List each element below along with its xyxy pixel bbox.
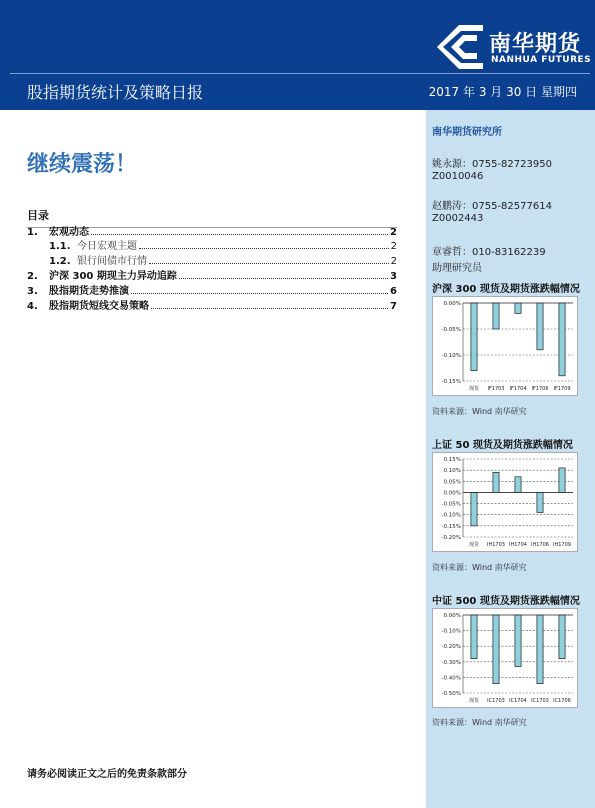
toc-item[interactable]: [27, 269, 397, 282]
toc-item[interactable]: [27, 254, 397, 267]
toc-item-page: 6: [390, 286, 397, 297]
toc-dot-leader: [131, 293, 388, 294]
y-tick-label: -0.05%: [441, 327, 461, 333]
x-tick-label: IF1706: [531, 386, 549, 392]
toc-item-page: 3: [390, 271, 397, 282]
chart-bar: [493, 303, 499, 329]
chart-bar: [559, 615, 565, 659]
chart-bar: [559, 303, 565, 376]
toc-item-number: 1.1.: [49, 241, 71, 252]
toc-item-page: 7: [390, 301, 397, 312]
toc-item-number: 1.2.: [49, 256, 71, 267]
toc-item[interactable]: [27, 299, 397, 312]
y-tick-label: 0.10%: [443, 468, 461, 475]
x-tick-label: IH1703: [487, 542, 505, 548]
chart-hs300: [432, 296, 578, 396]
x-tick-label: 现货: [468, 386, 480, 392]
institute-name: 南华期货研究所: [432, 127, 502, 138]
chart-bar: [537, 615, 543, 684]
toc-dot-leader: [91, 234, 388, 235]
toc-item-label: 宏观动态: [49, 227, 89, 238]
analyst-license: Z0010046: [432, 171, 484, 182]
x-tick-label: IH1709: [553, 542, 571, 548]
toc-item-label: 沪深 300 期现主力异动追踪: [49, 271, 177, 282]
toc-item-label: 今日宏观主题: [77, 241, 137, 252]
chart-source: 资料来源：Wind 南华研究: [432, 407, 527, 416]
chart-zz500-svg: [433, 609, 577, 707]
nanhua-logo-icon: [437, 25, 483, 69]
x-tick-label: IH1704: [509, 542, 527, 548]
y-tick-label: -0.05%: [441, 501, 461, 508]
x-tick-label: IH1706: [531, 542, 549, 548]
analyst-contact: 章睿哲：010-83162239: [432, 247, 546, 258]
toc-dot-leader: [179, 278, 388, 279]
toc-item-page: 2: [390, 227, 397, 238]
headline: 继续震荡！: [27, 152, 138, 177]
x-tick-label: IC1706: [553, 698, 571, 704]
x-tick-label: IC1703: [531, 698, 549, 704]
y-tick-label: 0.00%: [443, 490, 461, 497]
y-tick-label: -0.30%: [441, 659, 461, 666]
disclaimer: 请务必阅读正文之后的免责条款部分: [27, 769, 187, 780]
chart-bar: [515, 477, 521, 493]
toc-item-page: 2: [390, 241, 397, 252]
toc-item-number: 4.: [27, 301, 38, 312]
toc-item-label: 股指期货走势推演: [49, 286, 129, 297]
y-tick-label: -0.40%: [441, 675, 461, 682]
toc-dot-leader: [149, 263, 389, 264]
chart-bar: [537, 303, 543, 350]
chart-bar: [471, 615, 477, 659]
toc-item-label: 股指期货短线交易策略: [49, 301, 149, 312]
report-date: 2017 年 3 月 30 日 星期四: [428, 85, 577, 99]
toc-dot-leader: [151, 308, 388, 309]
header-divider: [10, 73, 590, 74]
chart-bar: [493, 615, 499, 684]
chart-bar: [471, 492, 477, 525]
x-tick-label: 现货: [468, 698, 480, 704]
toc-item-label: 银行间债市行情: [77, 256, 147, 267]
logo-chinese-name: 南华期货: [489, 32, 582, 57]
chart-bar: [537, 492, 543, 512]
toc-item-number: 3.: [27, 286, 38, 297]
report-title: 股指期货统计及策略日报: [27, 83, 204, 102]
chart-bar: [493, 472, 499, 492]
y-tick-label: -0.10%: [441, 512, 461, 519]
chart-bar: [559, 468, 565, 493]
chart-zz500: [432, 608, 578, 708]
y-tick-label: -0.20%: [441, 535, 461, 541]
x-tick-label: IF1709: [553, 386, 571, 392]
chart-sz50-svg: [433, 453, 577, 551]
y-tick-label: -0.20%: [441, 644, 461, 651]
y-tick-label: -0.10%: [441, 353, 461, 359]
chart-bar: [471, 303, 477, 371]
chart-title: 中证 500 现货及期货涨跌幅情况: [432, 596, 580, 607]
y-tick-label: 0.00%: [443, 613, 461, 619]
x-tick-label: IC1704: [509, 698, 527, 704]
analyst-contact: 赵鹏涛：0755-82577614: [432, 201, 552, 212]
logo-english-name: NANHUA FUTURES: [491, 55, 592, 65]
chart-bar: [515, 615, 521, 666]
y-tick-label: 0.00%: [443, 301, 461, 307]
y-tick-label: -0.15%: [441, 523, 461, 530]
chart-source: 资料来源：Wind 南华研究: [432, 563, 527, 572]
toc-item-page: 2: [390, 256, 397, 267]
toc-item[interactable]: [27, 284, 397, 297]
toc-item-number: 2.: [27, 271, 38, 282]
chart-source: 资料来源：Wind 南华研究: [432, 718, 527, 727]
x-tick-label: 现货: [468, 542, 480, 548]
x-tick-label: IF1703: [487, 386, 505, 392]
chart-hs300-svg: [433, 297, 577, 395]
analyst-contact: 姚永源：0755-82723950: [432, 159, 552, 170]
report-header: [0, 0, 595, 110]
toc-dot-leader: [139, 248, 389, 249]
y-tick-label: -0.10%: [441, 628, 461, 635]
y-tick-label: 0.05%: [443, 479, 461, 486]
chart-bar: [515, 303, 521, 313]
toc-title: 目录: [27, 209, 49, 222]
chart-title: 沪深 300 现货及期货涨跌幅情况: [432, 284, 580, 295]
x-tick-label: IC1703: [487, 698, 505, 704]
y-tick-label: 0.15%: [443, 457, 461, 463]
analyst-license: Z0002443: [432, 213, 484, 224]
chart-sz50: [432, 452, 578, 552]
y-tick-label: -0.15%: [441, 379, 461, 385]
chart-title: 上证 50 现货及期货涨跌幅情况: [432, 440, 573, 451]
x-tick-label: IF1704: [509, 386, 527, 392]
toc-item[interactable]: [27, 239, 397, 252]
analyst-title: 助理研究员: [432, 263, 482, 274]
toc-item-number: 1.: [27, 227, 38, 238]
company-logo: [437, 25, 592, 69]
y-tick-label: -0.50%: [441, 691, 461, 697]
